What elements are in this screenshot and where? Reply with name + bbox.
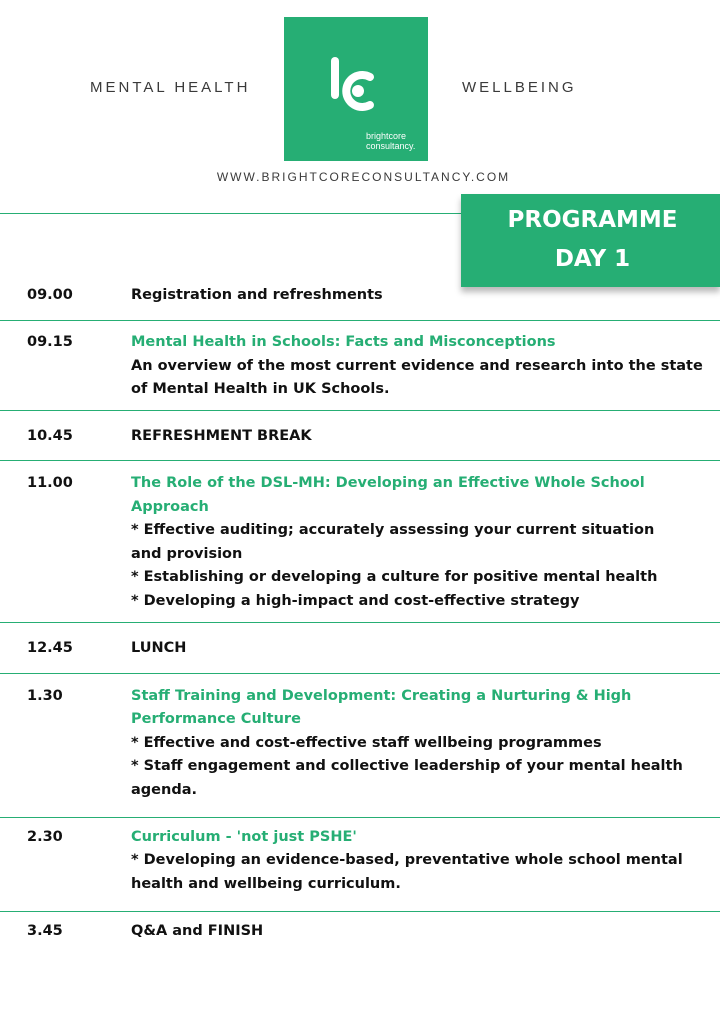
session-text: REFRESHMENT BREAK xyxy=(131,428,312,444)
programme-banner xyxy=(461,194,720,287)
session-title: Curriculum - 'not just PSHE' xyxy=(131,829,357,845)
session-text: * Staff engagement and collective leadership of your mental health xyxy=(131,758,683,774)
session-text: of Mental Health in UK Schools. xyxy=(131,381,390,397)
session-time: 3.45 xyxy=(27,923,63,939)
session-text: * Developing an evidence-based, preventative whole school mental xyxy=(131,852,683,868)
website-link[interactable]: WWW.BRIGHTCORECONSULTANCY.COM xyxy=(216,170,511,184)
row-divider xyxy=(0,673,720,674)
session-time: 09.15 xyxy=(27,334,73,350)
session-title: The Role of the DSL-MH: Developing an Effective Whole School xyxy=(131,475,645,491)
session-time: 2.30 xyxy=(27,829,63,845)
session-text: and provision xyxy=(131,546,243,562)
session-title: Performance Culture xyxy=(131,711,301,727)
session-title: Approach xyxy=(131,499,209,515)
session-text: * Developing a high-impact and cost-effective strategy xyxy=(131,593,580,609)
header-mental-health: MENTAL HEALTH xyxy=(90,79,251,96)
logo-text-line2: consultancy. xyxy=(366,141,416,151)
session-text: health and wellbeing curriculum. xyxy=(131,876,401,892)
row-divider xyxy=(0,410,720,411)
session-text: Q&A and FINISH xyxy=(131,923,264,939)
session-text: Registration and refreshments xyxy=(131,287,383,303)
row-divider xyxy=(0,460,720,461)
session-title: Mental Health in Schools: Facts and Misconceptions xyxy=(131,334,556,350)
session-text: An overview of the most current evidence and research into the state xyxy=(131,358,703,374)
logo-text-line1: brightcore xyxy=(366,131,407,141)
row-divider xyxy=(0,320,720,321)
brightcore-logo xyxy=(284,17,428,161)
bc-logo-mark-icon xyxy=(326,57,390,121)
session-text: LUNCH xyxy=(131,640,187,656)
session-text: * Effective auditing; accurately assessing your current situation xyxy=(131,522,655,538)
session-time: 1.30 xyxy=(27,688,63,704)
session-title: Staff Training and Development: Creating a Nurturing & High xyxy=(131,688,632,704)
session-time: 10.45 xyxy=(27,428,73,444)
logo-text xyxy=(366,131,415,151)
session-text: * Establishing or developing a culture for positive mental health xyxy=(131,569,658,585)
row-divider xyxy=(0,911,720,912)
session-time: 11.00 xyxy=(27,475,73,491)
header-wellbeing: WELLBEING xyxy=(462,79,577,96)
row-divider xyxy=(0,622,720,623)
session-time: 12.45 xyxy=(27,640,73,656)
session-text: * Effective and cost-effective staff wellbeing programmes xyxy=(131,735,602,751)
banner-title: PROGRAMME xyxy=(507,207,678,233)
session-text: agenda. xyxy=(131,782,197,798)
row-divider xyxy=(0,817,720,818)
banner-day: DAY 1 xyxy=(554,246,631,272)
session-time: 09.00 xyxy=(27,287,73,303)
